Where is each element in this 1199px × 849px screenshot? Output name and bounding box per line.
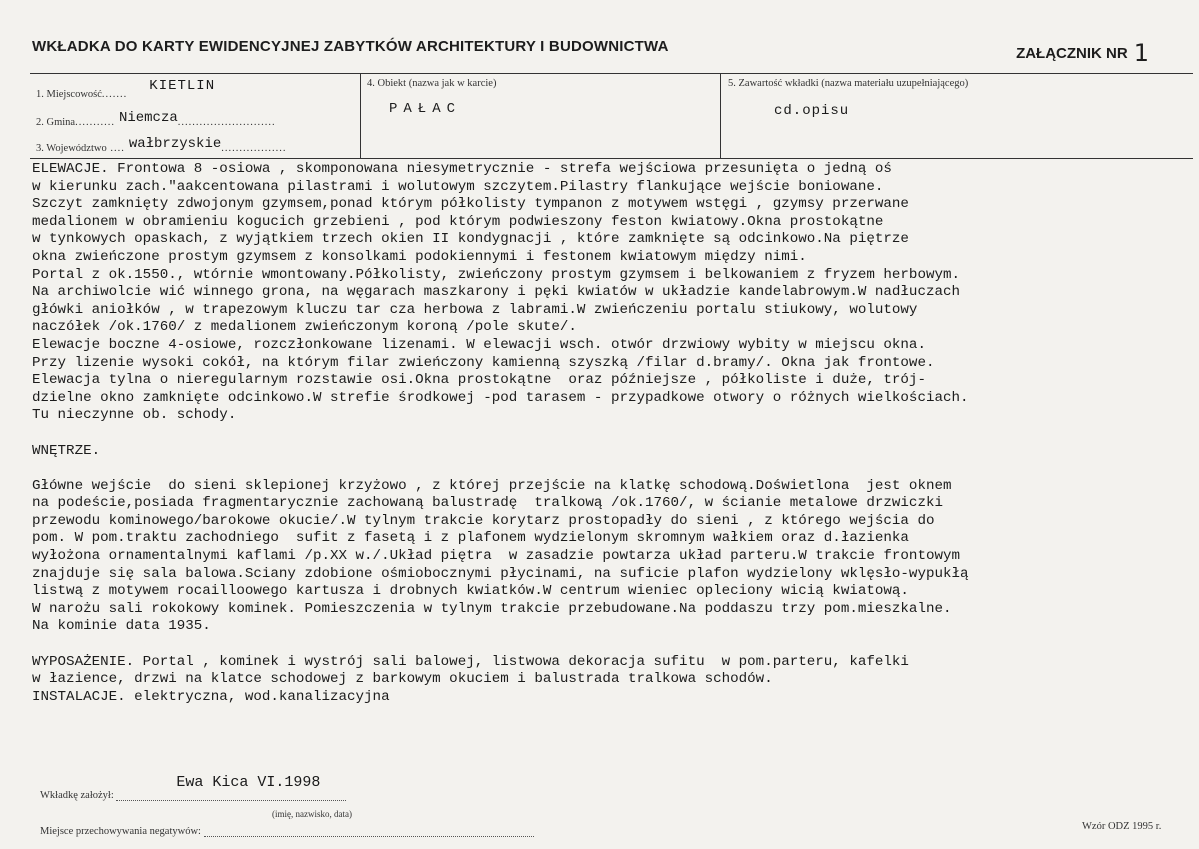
sheet-title: WKŁADKA DO KARTY EWIDENCYJNEJ ZABYTKÓW ARCHITEKTURY I BUDOWNICTWA [32, 38, 669, 55]
annex-number: 1 [1133, 39, 1149, 67]
description-line [32, 425, 1192, 443]
description-line: WYPOSAŻENIE. Portal , kominek i wystrój sali balowej, listwowa dekoracja sufitu w pom.parteru, kafelki [32, 653, 909, 670]
zawartosc-label: 5. Zawartość wkładki (nazwa materiału uzupełniającego) [728, 78, 969, 89]
description-line: naczółek /ok.1760/ z medalionem zwieńczonym koroną /pole skute/. [32, 319, 577, 336]
obiekt-label: 4. Obiekt (nazwa jak w karcie) [367, 78, 497, 89]
gmina-value: Niemcza [118, 110, 178, 126]
description-line: Elewacja tylna o nieregularnym rozstawie osi.Okna prostokątne oraz późniejsze , półkoliste i duże, trój- [32, 372, 926, 389]
description-line: WNĘTRZE. [32, 442, 101, 459]
description-line: medalionem w obramieniu kogucich grzebieni , pod którym podwieszony feston kwiatowy.Okna prostokątne [32, 213, 884, 230]
description-text [32, 161, 1192, 706]
description-line: przewodu kominowego/barokowe okucie/.W tylnym trakcie korytarz prostopadły do sieni , z którego wejścia do [32, 512, 935, 529]
zawartosc-value: cd.opisu [774, 103, 850, 119]
description-line: Na kominie data 1935. [32, 618, 211, 635]
description-line: Portal z ok.1550., wtórnie wmontowany.Półkolisty, zwieńczony prostym gzymsem i belkowaniem z fryzem herbowym. [32, 266, 961, 283]
wojewodztwo-label: 3. Województwo [36, 143, 107, 154]
description-line: Szczyt zamknięty zdwojonym gzymsem,ponad którym półkolisty tympanon z motywem wstęgi , gzymsy przerwane [32, 196, 909, 213]
location-column: 1. Miejscowość....... KIETLIN 2. Gmina........... Niemcza........................... 3. Województwo .... wałbrzyskie.................. [30, 74, 361, 158]
object-column [361, 74, 721, 158]
annex-label-text: ZAŁĄCZNIK NR [1016, 45, 1128, 62]
description-line: znajduje się sala balowa.Sciany zdobione ośmiobocznymi płycinami, na suficie plafon wydzielony wklęsło-wypukłą [32, 565, 969, 582]
author-line [116, 774, 346, 801]
gmina-label: 2. Gmina [36, 117, 76, 128]
description-line [32, 636, 1192, 654]
description-line: w łazience, drzwi na klatce schodowej z barkowym okuciem i balustrada tralkowa schodów. [32, 671, 773, 688]
description-line: okna zwieńczone prostym gzymsem z konsolkami podokiennymi i festonem kwiatowym między nimi. [32, 248, 807, 265]
description-line: listwą z motywem rocailloowego kartusza i drobnych kwiatków.W centrum wieniec opleciony wicią kwiatową. [32, 583, 909, 600]
author-hint: (imię, nazwisko, data) [272, 809, 352, 819]
obiekt-value: PAŁAC [389, 101, 462, 117]
description-line: dzielne okno zamknięte odcinkowo.W strefie środkowej -pod tarasem - przypadkowe otwory o różnych wielkościach. [32, 389, 969, 406]
description-line: główki aniołków , w trapezowym kluczu tar cza herbowa z labrami.W zwieńczeniu portalu stiukowy, wolutowy [32, 301, 918, 318]
description-line: wyłożona ornamentalnymi kaflami /p.XX w./.Układ piętra w zasadzie powtarza układ parteru.W trakcie frontowym [32, 548, 961, 565]
description-line: w kierunku zach."aakcentowana pilastrami i wolutowym szczytem.Pilastry flankujące wejście boniowane. [32, 178, 884, 195]
description-line: Na archiwolcie wić winnego grona, na węgarach maszkarony i pęki kwiatów w układzie kandelabrowym.W nadłuczach [32, 284, 961, 301]
description-line: Główne wejście do sieni sklepionej krzyżowo , z której przejście na klatkę schodową.Doświetlona jest oknem [32, 477, 952, 494]
miejscowosc-label: 1. Miejscowość [36, 89, 102, 100]
description-line: Przy lizenie wysoki cokół, na którym filar zwieńczony kamienną szyszką /filar d.bramy/. Okna jak frontowe. [32, 354, 935, 371]
identification-box [30, 73, 1193, 159]
description-line: ELEWACJE. Frontowa 8 -osiowa , skomponowana niesymetrycznie - strefa wejściowa przesunięta o jedną oś [32, 161, 892, 177]
description-line: Elewacje boczne 4-osiowe, rozczłonkowane lizenami. W elewacji wsch. otwór drzwiowy wybity w miejscu okna. [32, 336, 926, 353]
miejscowosc-value: KIETLIN [149, 78, 216, 94]
description-line: INSTALACJE. elektryczna, wod.kanalizacyjna [32, 688, 390, 705]
description-line [32, 460, 1192, 478]
annex-label [1016, 36, 1149, 67]
author-label: Wkładkę założył: [40, 790, 114, 801]
author-row [40, 774, 346, 801]
description-line: W narożu sali rokokowy kominek. Pomieszczenia w tylnym trakcie przebudowane.Na poddaszu trzy pom.mieszkalne. [32, 600, 952, 617]
description-line: na podeście,posiada fragmentarycznie zachowaną balustradę tralkową /ok.1760/, w ścianie metalowe drzwiczki [32, 495, 943, 512]
negatives-label: Miejsce przechowywania negatywów: [40, 826, 201, 837]
form-id: Wzór ODZ 1995 r. [1082, 821, 1162, 832]
description-line: pom. W pom.traktu zachodniego sufit z fasetą i z plafonem wydzielonym skromnym wałkiem oraz d.łazienka [32, 530, 909, 547]
author-value: Ewa Kica VI.1998 [176, 774, 321, 791]
wojewodztwo-value: wałbrzyskie [128, 136, 222, 152]
negatives-line [204, 826, 534, 837]
content-column [722, 74, 1192, 158]
description-line: w tynkowych opaskach, z wyjątkiem trzech okien II kondygnacji , które zamknięte są odcinkowo.Na piętrze [32, 231, 909, 248]
description-line: Tu nieczynne ob. schody. [32, 407, 237, 424]
negatives-row [40, 826, 534, 837]
